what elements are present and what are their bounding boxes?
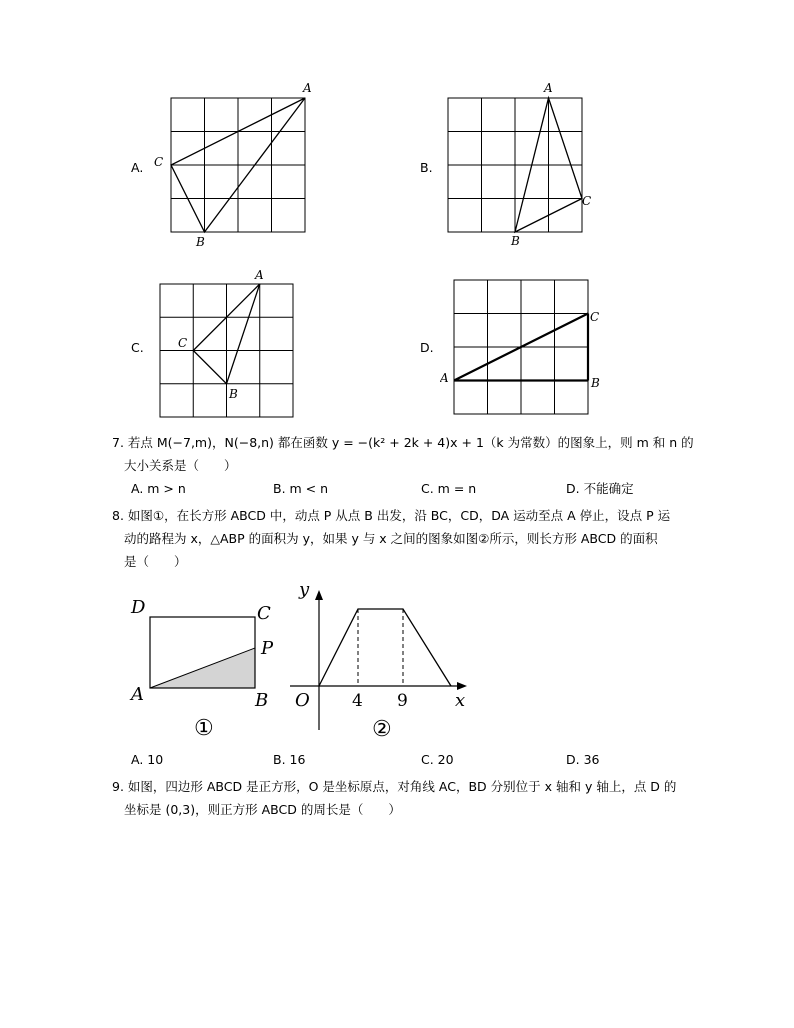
figure-1-caption: ① [194, 716, 214, 741]
option-b-label[interactable]: B. [420, 160, 433, 175]
point-a: A [544, 81, 553, 95]
q8-figure-2 [285, 575, 475, 745]
label-c: C [257, 603, 271, 624]
q9-stem-line2: 坐标是 (0,3)，则正方形 ABCD 的周长是（ ） [124, 802, 401, 817]
q8-stem-line1: 8. 如图①，在长方形 ABCD 中，动点 P 从点 B 出发，沿 BC，CD，DA 运动至点 A 停止，设点 P 运 [112, 508, 671, 523]
point-b: B [591, 376, 600, 390]
point-a: A [303, 81, 312, 95]
q7-option-c[interactable]: C. m = n [421, 481, 477, 496]
q8-stem-line2: 动的路程为 x，△ABP 的面积为 y，如果 y 与 x 之间的图象如图②所示，则长方形 ABCD 的面积 [124, 531, 658, 546]
origin-label: O [295, 690, 310, 711]
point-b: B [229, 387, 238, 401]
point-a: A [440, 371, 449, 385]
label-p: P [261, 638, 274, 659]
q8-figure-1 [125, 592, 285, 742]
option-c-label[interactable]: C. [131, 340, 144, 355]
axis-y-label: y [299, 579, 310, 600]
option-b-figure [440, 78, 610, 253]
point-c: C [154, 155, 164, 169]
q7-option-d[interactable]: D. 不能确定 [566, 481, 634, 496]
axis-x-label: x [455, 690, 466, 711]
option-a-figure [150, 78, 320, 253]
label-a: A [131, 684, 144, 705]
q8-stem-line3: 是（ ） [124, 554, 187, 569]
point-c: C [178, 336, 188, 350]
q8-option-c[interactable]: C. 20 [421, 752, 454, 767]
point-c: C [590, 310, 600, 324]
q8-option-d[interactable]: D. 36 [566, 752, 600, 767]
q7-stem-line1: 7. 若点 M(−7,m)，N(−8,n) 都在函数 y = −(k² + 2k + 4)x + 1（k 为常数）的图象上，则 m 和 n 的 [112, 435, 694, 450]
option-a-label[interactable]: A. [131, 160, 144, 175]
point-c: C [582, 194, 592, 208]
point-b: B [511, 234, 520, 248]
option-d-label[interactable]: D. [420, 340, 434, 355]
q7-option-a[interactable]: A. m > n [131, 481, 186, 496]
figure-2-caption: ② [372, 717, 392, 742]
label-d: D [131, 597, 146, 618]
q7-option-b[interactable]: B. m < n [273, 481, 329, 496]
q9-stem-line1: 9. 如图，四边形 ABCD 是正方形，O 是坐标原点，对角线 AC，BD 分别位于 x 轴和 y 轴上，点 D 的 [112, 779, 677, 794]
point-a: A [255, 268, 264, 282]
q8-option-b[interactable]: B. 16 [273, 752, 306, 767]
label-b: B [255, 690, 269, 711]
q7-stem-line2: 大小关系是（ ） [124, 458, 237, 473]
option-c-figure [150, 265, 310, 425]
point-b: B [196, 235, 205, 249]
tick-9: 9 [397, 691, 408, 711]
tick-4: 4 [352, 691, 363, 711]
q8-option-a[interactable]: A. 10 [131, 752, 164, 767]
option-d-figure [440, 270, 610, 425]
